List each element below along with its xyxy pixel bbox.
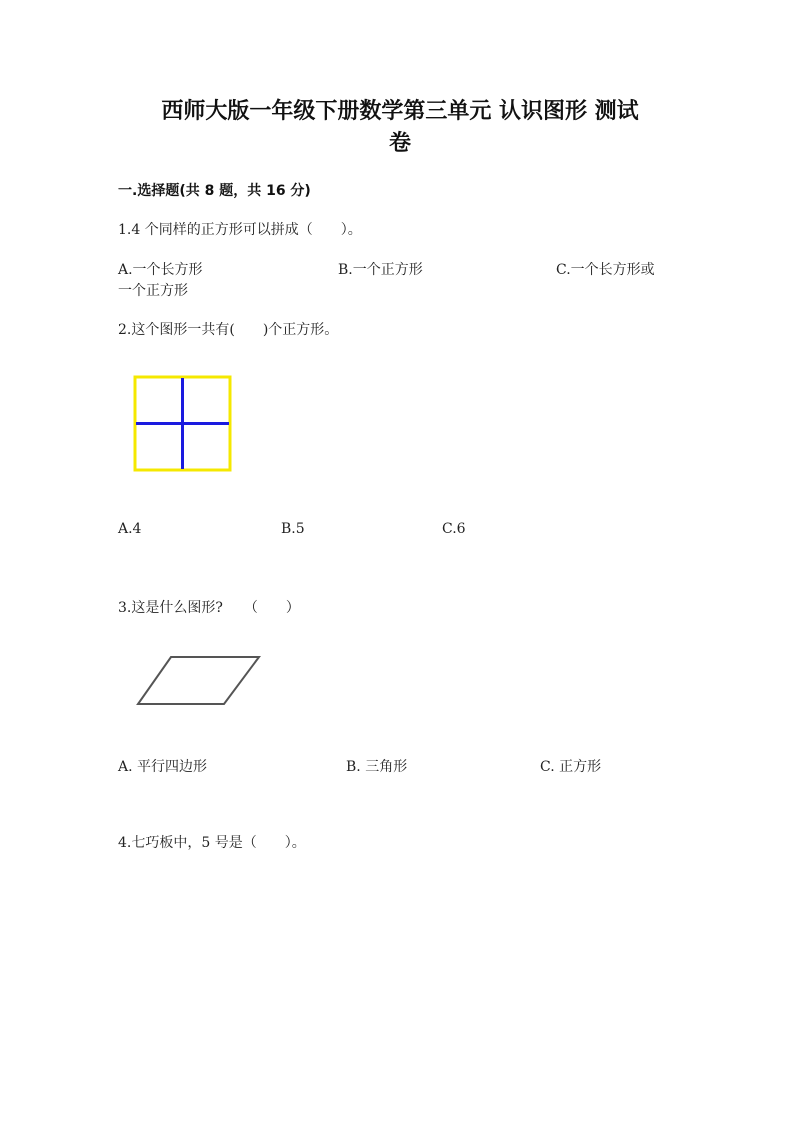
question-1-option-c-continued: 一个正方形 [118, 283, 188, 299]
parallelogram-figure [135, 654, 263, 708]
question-2-option-b: B.5 [281, 521, 305, 537]
parallelogram-shape [138, 657, 259, 704]
question-3-option-b: B. 三角形 [346, 759, 408, 775]
four-squares-figure [133, 375, 233, 473]
question-3-option-a: A. 平行四边形 [118, 759, 208, 775]
question-1-option-c: C.一个长方形或 [556, 262, 655, 278]
question-3-option-c: C. 正方形 [540, 759, 602, 775]
exam-title [100, 96, 700, 160]
question-2-stem: 2.这个图形一共有( )个正方形。 [118, 322, 339, 338]
question-4-stem: 4.七巧板中，5 号是（ ）。 [118, 835, 306, 851]
question-3-stem: 3.这是什么图形? （ ） [118, 600, 300, 616]
question-2-option-a: A.4 [118, 521, 142, 537]
question-2-option-c: C.6 [442, 521, 466, 537]
title-line-2: 卷 [388, 131, 411, 156]
section-heading: 一.选择题(共 8 题，共 16 分) [118, 183, 311, 199]
question-1-option-a: A.一个长方形 [118, 262, 203, 278]
question-1-stem: 1.4 个同样的正方形可以拼成（ ）。 [118, 222, 362, 238]
title-line-1: 西师大版一年级下册数学第三单元 认识图形 测试 [161, 99, 639, 124]
question-1-option-b: B.一个正方形 [338, 262, 423, 278]
